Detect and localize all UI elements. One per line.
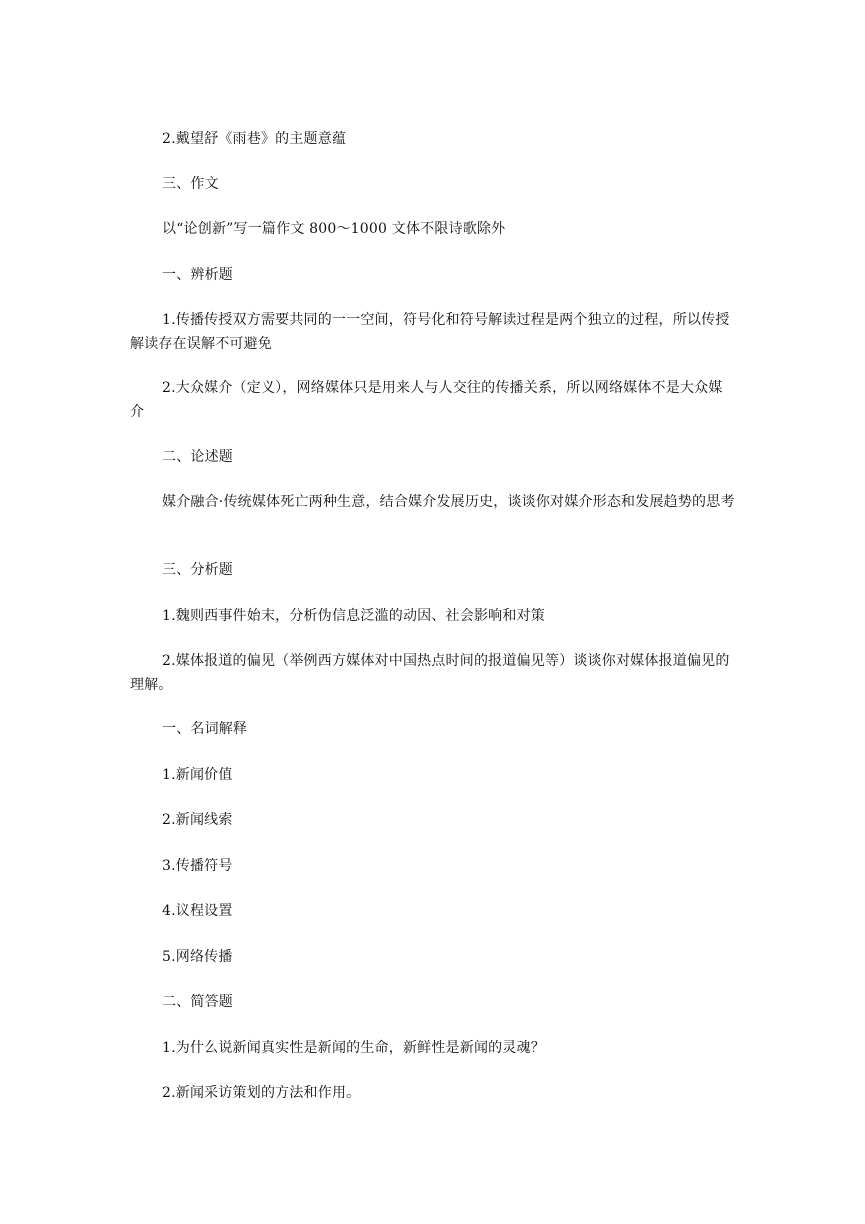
question-paragraph: 以“论创新”写一篇作文 800～1000 文体不限诗歌除外 xyxy=(162,221,506,237)
question-paragraph: 1.新闻价值 xyxy=(162,767,233,783)
question-paragraph: 2.戴望舒《雨巷》的主题意蕴 xyxy=(162,131,347,147)
section-heading: 二、论述题 xyxy=(162,449,233,465)
section-heading: 一、名词解释 xyxy=(162,721,248,737)
question-paragraph: 1.魏则西事件始末，分析伪信息泛滥的动因、社会影响和对策 xyxy=(162,608,545,624)
question-paragraph: 2.大众媒介（定义），网络媒体只是用来人与人交往的传播关系，所以网络媒体不是大众媒介 xyxy=(130,380,723,420)
question-paragraph: 1.传播传授双方需要共同的一一空间，符号化和符号解读过程是两个独立的过程，所以传授解读存在误解不可避免 xyxy=(130,312,730,352)
section-heading: 三、分析题 xyxy=(162,562,233,578)
question-paragraph: 1.为什么说新闻真实性是新闻的生命，新鲜性是新闻的灵魂？ xyxy=(162,1040,545,1056)
question-paragraph: 3.传播符号 xyxy=(162,858,233,874)
section-heading: 一、辨析题 xyxy=(162,267,233,283)
question-paragraph: 5.网络传播 xyxy=(162,949,233,965)
question-paragraph: 2.媒体报道的偏见（举例西方媒体对中国热点时间的报道偏见等）谈谈你对媒体报道偏见的理解。 xyxy=(130,653,730,693)
question-paragraph: 2.新闻采访策划的方法和作用。 xyxy=(162,1085,361,1101)
question-paragraph: 2.新闻线索 xyxy=(162,812,233,828)
section-heading: 三、作文 xyxy=(162,176,219,192)
question-paragraph: 媒介融合·传统媒体死亡两种生意，结合媒介发展历史，谈谈你对媒介形态和发展趋势的思考 xyxy=(162,494,735,510)
section-heading: 二、简答题 xyxy=(162,994,233,1010)
question-paragraph: 4.议程设置 xyxy=(162,903,233,919)
